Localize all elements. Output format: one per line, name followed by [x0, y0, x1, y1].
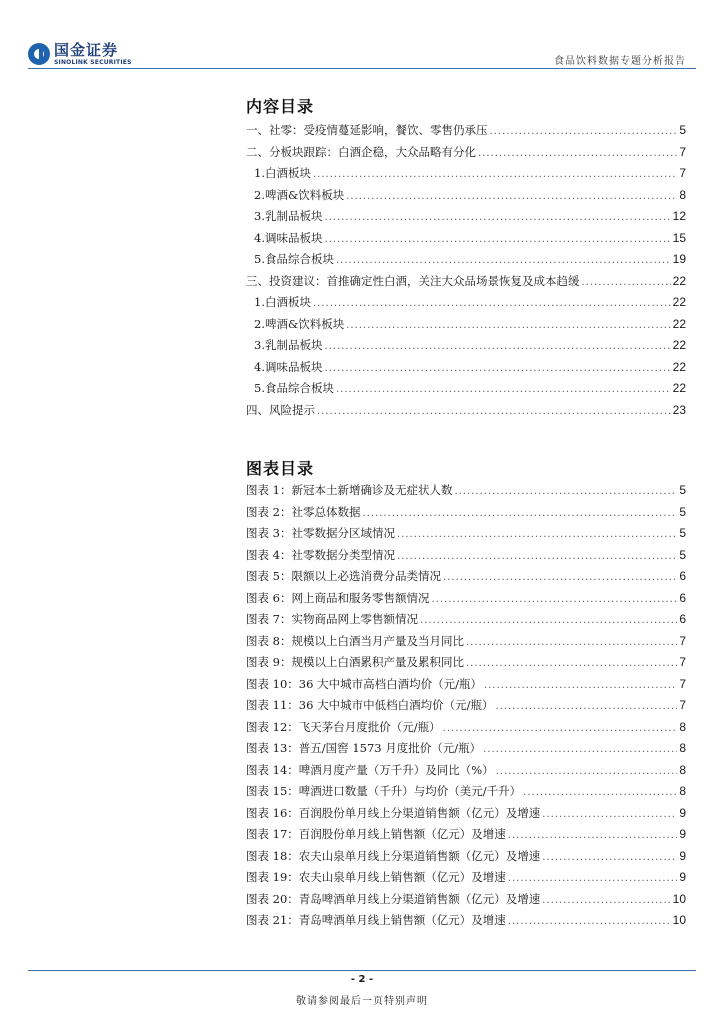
logo-english-name: SINOLINK SECURITIES: [54, 58, 132, 66]
contents-entry[interactable]: [246, 187, 686, 209]
toc-page-number: 8: [679, 762, 686, 777]
dot-leader: [490, 126, 678, 137]
dot-leader: [313, 298, 671, 309]
toc-page-number: 7: [679, 144, 686, 159]
dot-leader: [466, 658, 677, 669]
dot-leader: [454, 486, 677, 497]
toc-page-number: 7: [679, 676, 686, 691]
sinolink-logo-icon: [28, 43, 50, 65]
toc-page-number: 22: [672, 381, 686, 395]
dot-leader: [466, 637, 677, 648]
toc-page-number: 8: [679, 187, 686, 202]
toc-page-number: 6: [679, 569, 686, 583]
contents-list: [246, 122, 686, 423]
toc-page-number: 22: [672, 273, 686, 288]
contents-entry[interactable]: [246, 230, 686, 252]
figure-entry[interactable]: [246, 611, 686, 633]
figure-entry[interactable]: [246, 547, 686, 569]
toc-entry-text: 图表 6：网上商品和服务零售额情况: [246, 590, 430, 605]
toc-entry-text: 1.白酒板块: [254, 166, 311, 180]
toc-page-number: 7: [679, 655, 686, 669]
toc-entry-text: 图表 4：社零数据分类型情况: [246, 547, 395, 562]
dot-leader: [542, 852, 677, 863]
toc-page-number: 8: [679, 719, 686, 734]
dot-leader: [324, 341, 670, 352]
toc-entry-text: 4.调味品板块: [254, 230, 323, 245]
contents-heading: 内容目录: [246, 97, 315, 116]
toc-entry-text: 图表 20：青岛啤酒单月线上分渠道销售额（亿元）及增速: [246, 891, 541, 906]
figure-entry[interactable]: [246, 805, 686, 827]
logo-chinese-name: 国金证券: [54, 40, 119, 59]
toc-entry-text: 三、投资建议：首推确定性白酒，关注大众品场景恢复及成本趋缓: [246, 273, 580, 288]
contents-entry[interactable]: [246, 251, 686, 273]
contents-entry[interactable]: [246, 316, 686, 338]
toc-entry-text: 图表 3：社零数据分区域情况: [246, 526, 395, 540]
toc-page-number: 22: [672, 359, 686, 374]
dot-leader: [324, 234, 670, 245]
toc-page-number: 15: [672, 230, 686, 245]
dot-leader: [336, 384, 671, 395]
figure-entry[interactable]: [246, 676, 686, 698]
toc-entry-text: 图表 17：百润股份单月线上销售额（亿元）及增速: [246, 827, 506, 841]
toc-entry-text: 图表 10：36 大中城市高档白酒均价（元/瓶）: [246, 676, 482, 691]
figure-entry[interactable]: [246, 826, 686, 848]
toc-page-number: 9: [679, 805, 686, 820]
toc-entry-text: 1.白酒板块: [254, 295, 311, 309]
contents-entry[interactable]: [246, 294, 686, 316]
figure-entry[interactable]: [246, 482, 686, 504]
dot-leader: [495, 701, 677, 712]
toc-page-number: 9: [679, 827, 686, 841]
figure-entry[interactable]: [246, 525, 686, 547]
toc-page-number: 9: [679, 870, 686, 884]
figure-entry[interactable]: [246, 654, 686, 676]
figure-entry[interactable]: [246, 590, 686, 612]
toc-page-number: 22: [672, 338, 686, 352]
dot-leader: [483, 744, 677, 755]
dot-leader: [420, 615, 677, 626]
company-logo: [28, 40, 132, 68]
dot-leader: [523, 787, 677, 798]
toc-entry-text: 图表 9：规模以上白酒累积产量及累积同比: [246, 655, 464, 669]
toc-entry-text: 2.啤酒&饮料板块: [254, 316, 345, 331]
dot-leader: [508, 873, 678, 884]
dot-leader: [508, 830, 678, 841]
dot-leader: [443, 723, 678, 734]
toc-entry-text: 3.乳制品板块: [254, 209, 323, 223]
toc-page-number: 5: [679, 504, 686, 519]
contents-entry[interactable]: [246, 122, 686, 144]
dot-leader: [496, 766, 678, 777]
figure-entry[interactable]: [246, 740, 686, 762]
contents-entry[interactable]: [246, 337, 686, 359]
dot-leader: [324, 363, 670, 374]
figure-entry[interactable]: [246, 504, 686, 526]
toc-page-number: 8: [679, 741, 686, 755]
report-title: 食品饮料数据专题分析报告: [554, 56, 686, 67]
dot-leader: [431, 594, 677, 605]
figure-entry[interactable]: [246, 633, 686, 655]
toc-page-number: 7: [679, 633, 686, 648]
toc-page-number: 12: [672, 209, 686, 223]
dot-leader: [542, 809, 677, 820]
toc-entry-text: 图表 16：百润股份单月线上分渠道销售额（亿元）及增速: [246, 805, 541, 820]
toc-page-number: 6: [679, 590, 686, 605]
toc-page-number: 22: [672, 316, 686, 331]
contents-entry[interactable]: [246, 402, 686, 424]
figure-entry[interactable]: [246, 891, 686, 913]
dot-leader: [443, 572, 677, 583]
toc-entry-text: 2.啤酒&饮料板块: [254, 187, 345, 202]
toc-entry-text: 图表 14：啤酒月度产量（万千升）及同比（%）: [246, 762, 494, 777]
dot-leader: [346, 320, 670, 331]
contents-entry[interactable]: [246, 359, 686, 381]
dot-leader: [478, 148, 677, 159]
figures-list: [246, 482, 686, 934]
dot-leader: [336, 255, 671, 266]
toc-page-number: 5: [679, 547, 686, 562]
dot-leader: [324, 212, 670, 223]
page-number: - 2 -: [350, 974, 374, 985]
figure-entry[interactable]: [246, 719, 686, 741]
toc-page-number: 19: [672, 252, 686, 266]
dot-leader: [397, 551, 677, 562]
toc-page-number: 10: [672, 891, 686, 906]
toc-page-number: 8: [679, 784, 686, 798]
toc-page-number: 7: [679, 698, 686, 712]
toc-page-number: 10: [672, 913, 686, 927]
contents-entry[interactable]: [246, 208, 686, 230]
toc-entry-text: 四、风险提示: [246, 402, 315, 417]
toc-entry-text: 图表 21：青岛啤酒单月线上销售额（亿元）及增速: [246, 913, 506, 927]
toc-entry-text: 图表 1：新冠本土新增确诊及无症状人数: [246, 483, 453, 497]
toc-page-number: 5: [679, 123, 686, 137]
toc-entry-text: 一、社零：受疫情蔓延影响，餐饮、零售仍承压: [246, 123, 488, 137]
page-header: [0, 0, 724, 70]
toc-entry-text: 图表 11：36 大中城市中低档白酒均价（元/瓶）: [246, 698, 494, 712]
contents-entry[interactable]: [246, 273, 686, 295]
figure-entry[interactable]: [246, 568, 686, 590]
dot-leader: [346, 191, 677, 202]
figure-entry[interactable]: [246, 912, 686, 934]
figure-entry[interactable]: [246, 848, 686, 870]
toc-page-number: 7: [679, 166, 686, 180]
figure-entry[interactable]: [246, 762, 686, 784]
toc-entry-text: 5.食品综合板块: [254, 381, 334, 395]
figure-entry[interactable]: [246, 869, 686, 891]
toc-entry-text: 二、分板块跟踪：白酒企稳，大众品略有分化: [246, 144, 476, 159]
toc-page-number: 5: [679, 483, 686, 497]
toc-page-number: 5: [679, 526, 686, 540]
toc-entry-text: 图表 5：限额以上必选消费分品类情况: [246, 569, 441, 583]
figures-heading: 图表目录: [246, 459, 315, 478]
dot-leader: [313, 169, 677, 180]
footer-divider: [28, 970, 696, 971]
toc-page-number: 9: [679, 848, 686, 863]
dot-leader: [484, 680, 677, 691]
contents-entry[interactable]: [246, 380, 686, 402]
dot-leader: [317, 406, 671, 417]
toc-entry-text: 5.食品综合板块: [254, 252, 334, 266]
contents-entry[interactable]: [246, 165, 686, 187]
toc-entry-text: 图表 19：农夫山泉单月线上销售额（亿元）及增速: [246, 870, 506, 884]
figure-entry[interactable]: [246, 783, 686, 805]
dot-leader: [508, 916, 671, 927]
header-divider: [28, 68, 696, 69]
toc-entry-text: 图表 7：实物商品网上零售额情况: [246, 612, 418, 626]
toc-entry-text: 图表 2：社零总体数据: [246, 504, 361, 519]
dot-leader: [582, 277, 671, 288]
disclaimer-note: 敬请参阅最后一页特别声明: [296, 996, 428, 1007]
toc-page-number: 22: [672, 295, 686, 309]
dot-leader: [362, 508, 677, 519]
toc-entry-text: 4.调味品板块: [254, 359, 323, 374]
toc-entry-text: 3.乳制品板块: [254, 338, 323, 352]
contents-entry[interactable]: [246, 144, 686, 166]
dot-leader: [397, 529, 677, 540]
toc-entry-text: 图表 15：啤酒进口数量（千升）与均价（美元/千升）: [246, 784, 522, 798]
toc-entry-text: 图表 8：规模以上白酒当月产量及当月同比: [246, 633, 464, 648]
figure-entry[interactable]: [246, 697, 686, 719]
dot-leader: [542, 895, 670, 906]
toc-page-number: 6: [679, 612, 686, 626]
toc-page-number: 23: [672, 402, 686, 417]
toc-entry-text: 图表 12：飞天茅台月度批价（元/瓶）: [246, 719, 441, 734]
toc-entry-text: 图表 18：农夫山泉单月线上分渠道销售额（亿元）及增速: [246, 848, 541, 863]
toc-entry-text: 图表 13：普五/国窖 1573 月度批价（元/瓶）: [246, 741, 482, 755]
